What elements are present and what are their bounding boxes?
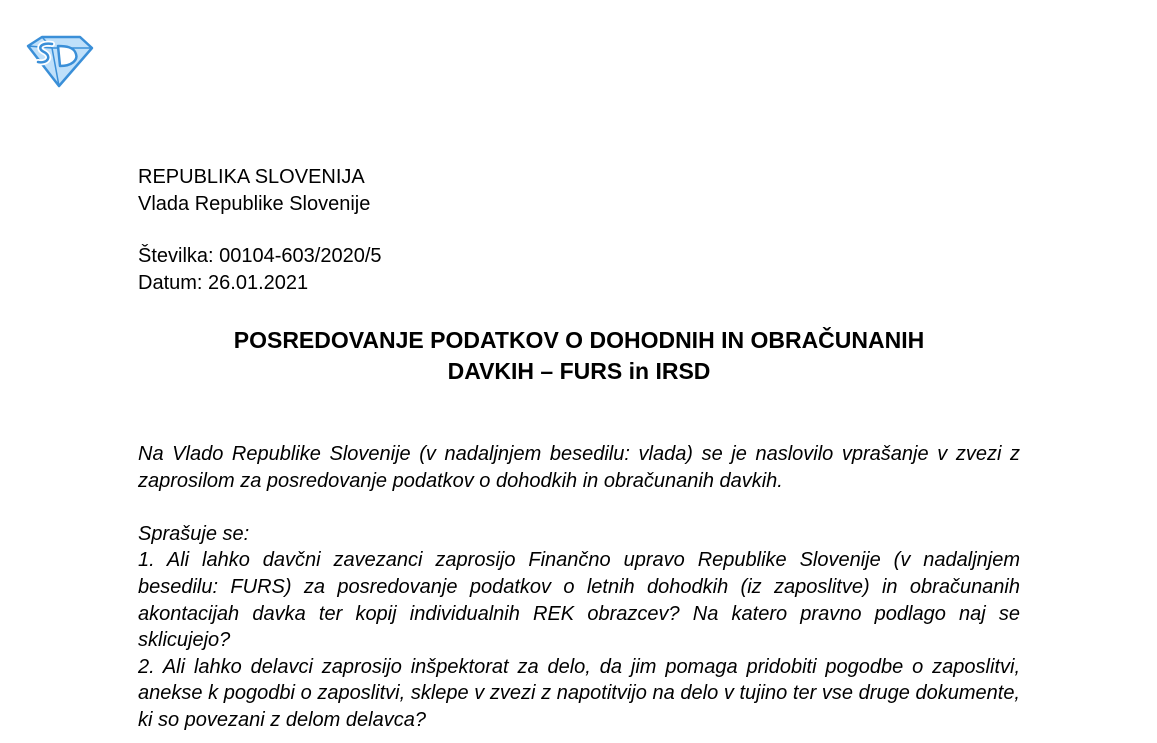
intro-paragraph: Na Vlado Republike Slovenije (v nadaljnjem besedilu: vlada) se je naslovilo vprašanje v zvezi z zaprosilom za posredovanje podatkov o dohodkih in obračunanih davkih. [138,443,1020,492]
question-1: 1. Ali lahko davčni zavezanci zaprosijo Finančno upravo Republike Slovenije (v nadaljnjem besedilu: FURS) za posredovanje podatkov o letnih dohodkih (iz zaposlitve) in obračunanih akontacijah davka ter kopij individualnih REK obrazcev? Na katero pravno podlago naj se sklicujejo? [138,549,1020,652]
header-block [138,164,370,218]
country-name: REPUBLIKA SLOVENIJA [138,166,365,188]
document-title [138,325,1020,387]
question-2: 2. Ali lahko delavci zaprosijo inšpektorat za delo, da jim pomaga pridobiti pogodbe o zaposlitvi, anekse k pogodbi o zaposlitvi, sklepe v zvezi z napotitvijo na delo v tujino ter vse druge dokumente, ki so povezani z delom delavca? [138,655,1020,731]
question-heading: Sprašuje se: [138,522,250,545]
paragraph-spacer [138,494,1020,521]
document-number: Številka: 00104-603/2020/5 [138,245,382,267]
government-name: Vlada Republike Slovenije [138,193,371,215]
document-body [138,441,1020,734]
sd-logo-icon [22,34,96,88]
title-line-2: DAVKIH – FURS in IRSD [447,358,711,384]
reference-block [138,243,382,297]
title-line-1: POSREDOVANJE PODATKOV O DOHODNIH IN OBRAČUNANIH [233,327,925,353]
document-date: Datum: 26.01.2021 [138,272,309,294]
